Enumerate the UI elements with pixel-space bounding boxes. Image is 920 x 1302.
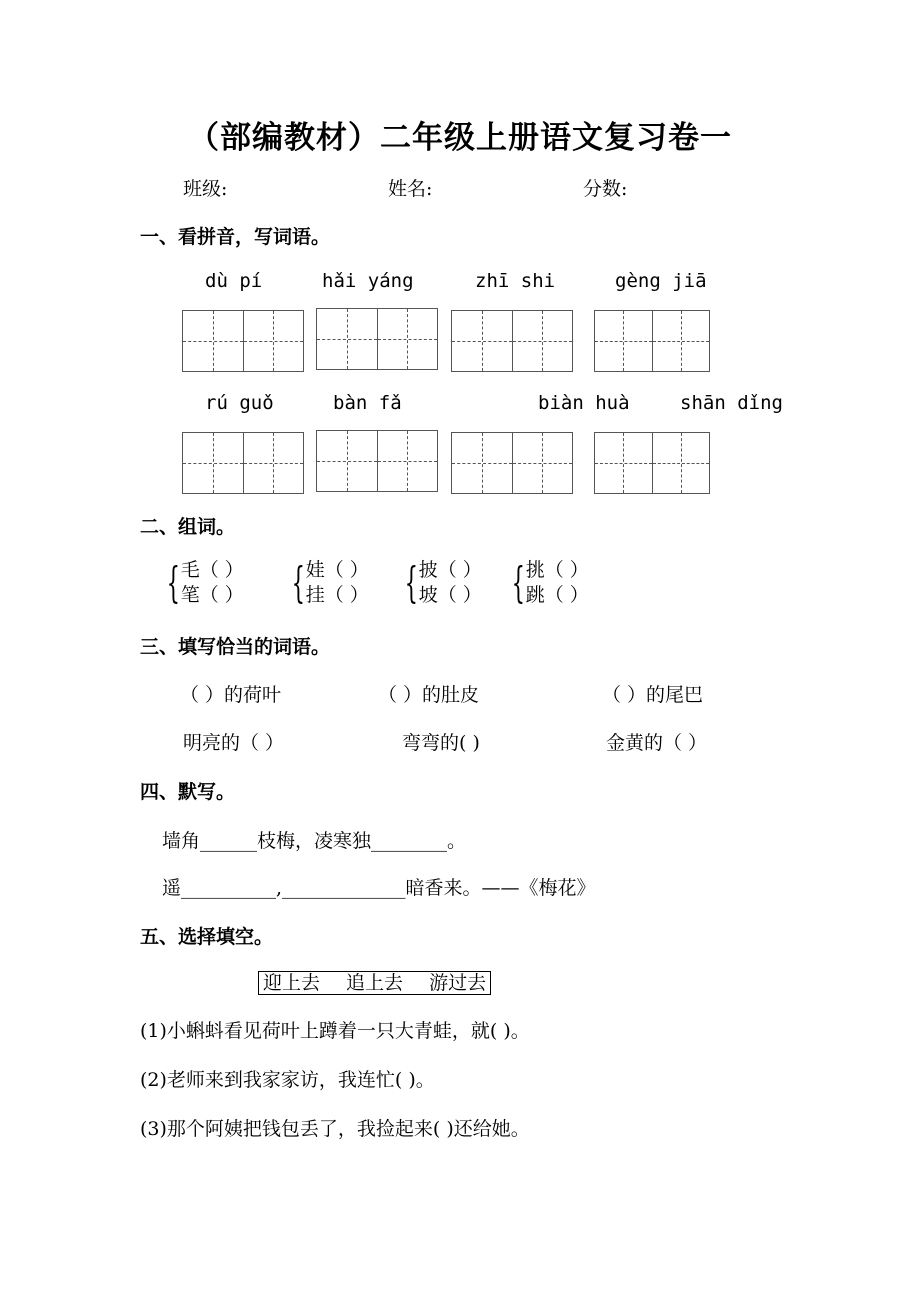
section2-heading: 二、组词。: [140, 516, 236, 538]
brace-icon: {: [166, 558, 181, 607]
poem-line-2[interactable]: 遥__________,_____________暗香来。——《梅花》: [162, 877, 596, 899]
section3-heading: 三、填写恰当的词语。: [140, 636, 331, 658]
pinyin-banfa: bàn fǎ: [333, 392, 402, 414]
writing-grid[interactable]: [316, 308, 438, 370]
section5-heading: 五、选择填空。: [140, 926, 274, 948]
word-item[interactable]: 挂（ ）: [305, 584, 369, 606]
writing-grid[interactable]: [316, 430, 438, 492]
word-group: [285, 558, 369, 608]
fill-item[interactable]: 弯弯的( ): [402, 732, 480, 754]
class-label: 班级:: [183, 178, 228, 200]
word-group: [398, 558, 482, 608]
page-title: （部编教材）二年级上册语文复习卷一: [188, 120, 732, 156]
word-item[interactable]: 披（ ）: [418, 559, 482, 581]
pinyin-dupi: dù pí: [205, 270, 263, 292]
pinyin-zhishi: zhī shi: [475, 270, 556, 292]
pinyin-gengjia: gèng jiā: [615, 270, 707, 292]
fill-item[interactable]: （ ）的荷叶: [180, 684, 282, 706]
fill-item[interactable]: （ ）的尾巴: [602, 684, 704, 706]
word-item[interactable]: 娃（ ）: [305, 559, 369, 581]
question-1[interactable]: (1)小蝌蚪看见荷叶上蹲着一只大青蛙，就( )。: [140, 1020, 530, 1042]
question-2[interactable]: (2)老师来到我家家访，我连忙( )。: [140, 1069, 435, 1091]
word-item[interactable]: 坡（ ）: [418, 584, 482, 606]
word-item[interactable]: 毛（ ）: [180, 559, 244, 581]
word-item[interactable]: 挑（ ）: [525, 559, 589, 581]
fill-item[interactable]: 明亮的（ ）: [183, 732, 285, 754]
brace-icon: {: [404, 558, 419, 607]
name-label: 姓名:: [388, 178, 433, 200]
pinyin-bianhua: biàn huà: [538, 392, 630, 414]
brace-icon: {: [511, 558, 526, 607]
fill-item[interactable]: （ ）的肚皮: [378, 684, 480, 706]
pinyin-haiyang: hǎi yáng: [322, 270, 414, 292]
word-item[interactable]: 笔（ ）: [180, 584, 244, 606]
word-group: [160, 558, 244, 608]
options-box: [258, 968, 491, 995]
writing-grid[interactable]: [594, 310, 710, 372]
poem-line-1[interactable]: 墙角______枝梅，凌寒独________。: [162, 830, 467, 852]
writing-grid[interactable]: [451, 310, 573, 372]
score-label: 分数:: [583, 178, 628, 200]
pinyin-shanding: shān dǐng: [680, 392, 783, 414]
word-item[interactable]: 跳（ ）: [525, 584, 589, 606]
options-text: 迎上去 追上去 游过去: [258, 971, 491, 995]
pinyin-ruguo: rú guǒ: [205, 392, 274, 414]
writing-grid[interactable]: [182, 432, 304, 494]
section1-heading: 一、看拼音，写词语。: [140, 226, 331, 248]
writing-grid[interactable]: [182, 310, 304, 372]
fill-item[interactable]: 金黄的（ ）: [606, 732, 708, 754]
brace-icon: {: [291, 558, 306, 607]
writing-grid[interactable]: [451, 432, 573, 494]
question-3[interactable]: (3)那个阿姨把钱包丢了，我捡起来( )还给她。: [140, 1118, 530, 1140]
writing-grid[interactable]: [594, 432, 710, 494]
section4-heading: 四、默写。: [140, 781, 236, 803]
word-group: [505, 558, 589, 608]
